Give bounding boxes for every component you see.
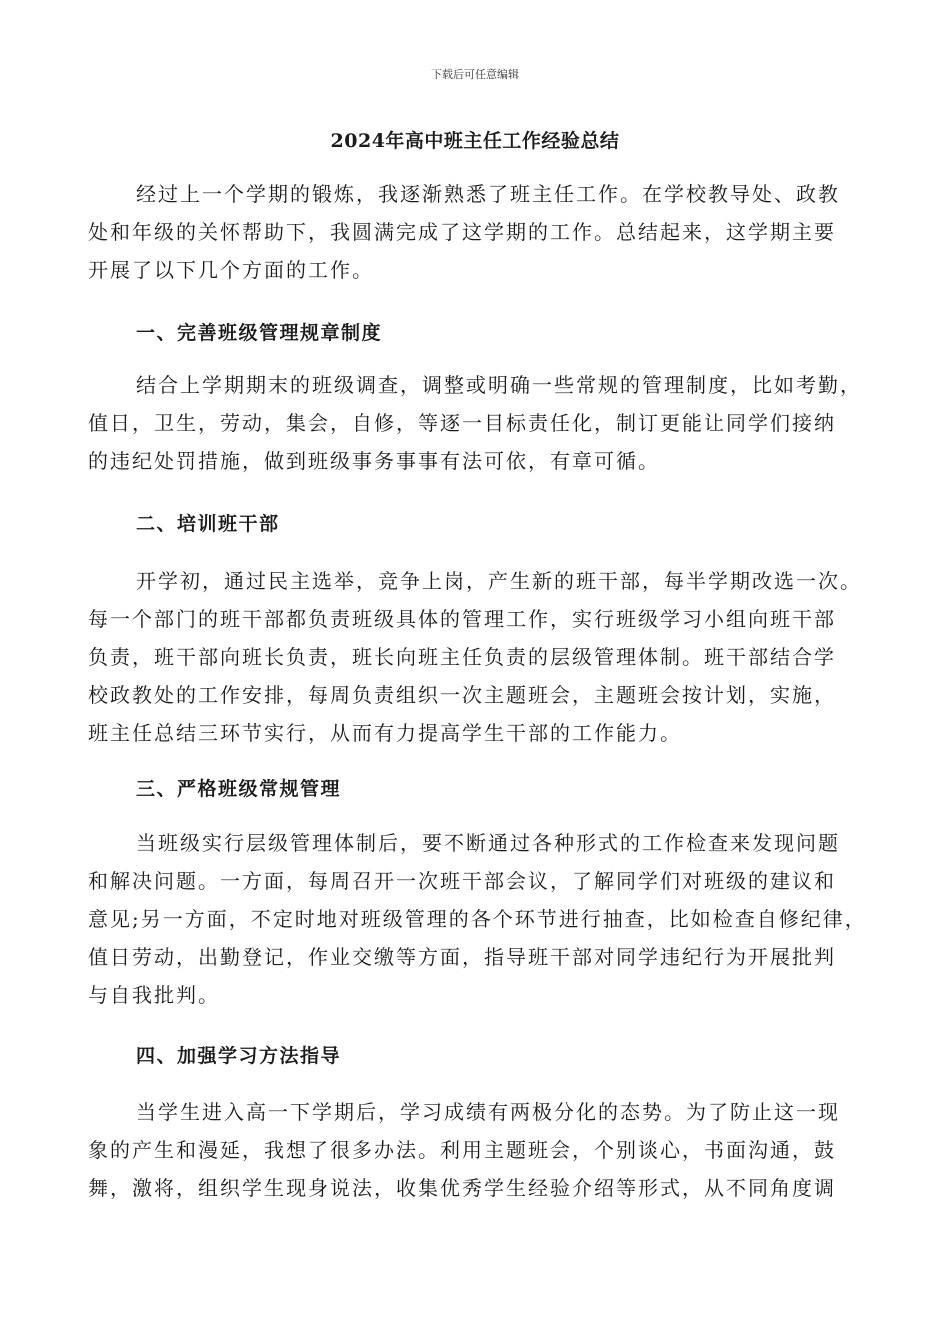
section-paragraph-1 xyxy=(88,366,878,480)
paragraph-line: 每一个部门的班干部都负责班级具体的管理工作，实行班级学习小组向班干部 xyxy=(88,607,836,631)
paragraph-line: 的违纪处罚措施，做到班级事务事事有法可依，有章可循。 xyxy=(88,449,660,473)
paragraph-line: 班主任总结三环节实行，从而有力提高学生干部的工作能力。 xyxy=(88,721,682,745)
intro-paragraph xyxy=(88,175,878,289)
paragraph-line: 结合上学期期末的班级调查，调整或明确一些常规的管理制度，比如考勤， xyxy=(136,373,862,397)
paragraph-line: 经过上一个学期的锻炼，我逐渐熟悉了班主任工作。在学校教导处、政教 xyxy=(136,182,840,206)
paragraph-line: 值日劳动，出勤登记，作业交缴等方面，指导班干部对同学违纪行为开展批判 xyxy=(88,945,836,969)
section-paragraph-2 xyxy=(88,562,878,752)
section-heading-2: 二、培训班干部 xyxy=(136,513,280,535)
document-title: 2024年高中班主任工作经验总结 xyxy=(330,130,620,152)
section-paragraph-3 xyxy=(88,824,878,1014)
paragraph-line: 负责，班干部向班长负责，班长向班主任负责的层级管理体制。班干部结合学 xyxy=(88,645,836,669)
paragraph-line: 校政教处的工作安排，每周负责组织一次主题班会，主题班会按计划，实施， xyxy=(88,683,836,707)
paragraph-line: 值日，卫生，劳动，集会，自修，等逐一目标责任化，制订更能让同学们接纳 xyxy=(88,411,836,435)
paragraph-line: 舞，激将，组织学生现身说法，收集优秀学生经验介绍等形式，从不同角度调 xyxy=(88,1176,836,1200)
paragraph-line: 当班级实行层级管理体制后，要不断通过各种形式的工作检查来发现问题 xyxy=(136,831,840,855)
paragraph-line: 处和年级的关怀帮助下，我圆满完成了这学期的工作。总结起来，这学期主要 xyxy=(88,220,836,244)
paragraph-line: 开学初，通过民主选举，竞争上岗，产生新的班干部，每半学期改选一次。 xyxy=(136,569,862,593)
paragraph-line: 与自我批判。 xyxy=(88,983,220,1007)
section-paragraph-4 xyxy=(88,1093,878,1207)
paragraph-line: 开展了以下几个方面的工作。 xyxy=(88,258,374,282)
section-heading-3: 三、严格班级常规管理 xyxy=(136,778,342,800)
paragraph-line: 当学生进入高一下学期后，学习成绩有两极分化的态势。为了防止这一现 xyxy=(136,1100,840,1124)
paragraph-line: 和解决问题。一方面，每周召开一次班干部会议，了解同学们对班级的建议和 xyxy=(88,869,836,893)
section-heading-4: 四、加强学习方法指导 xyxy=(136,1045,342,1067)
paragraph-line: 意见;另一方面，不定时地对班级管理的各个环节进行抽查，比如检查自修纪律， xyxy=(88,907,867,931)
paragraph-line: 象的产生和漫延，我想了很多办法。利用主题班会，个别谈心，书面沟通，鼓 xyxy=(88,1138,836,1162)
header-note: 下载后可任意编辑 xyxy=(431,68,519,81)
section-heading-1: 一、完善班级管理规章制度 xyxy=(136,322,383,344)
